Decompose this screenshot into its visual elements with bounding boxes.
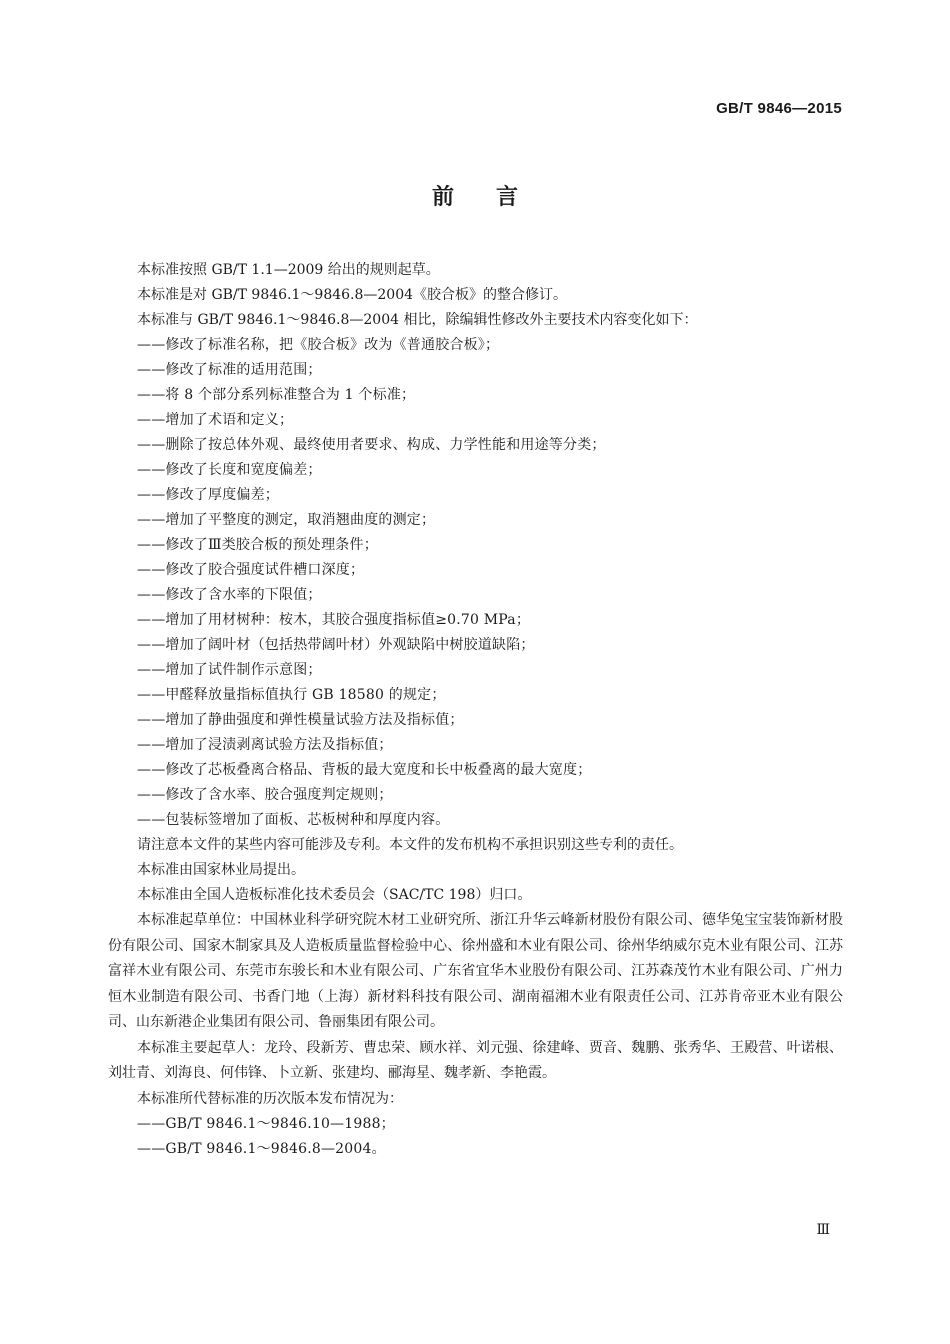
list-item: ——修改了厚度偏差； (137, 487, 279, 503)
paragraph: 本标准由国家林业局提出。 (137, 862, 305, 878)
list-item: ——删除了按总体外观、最终使用者要求、构成、力学性能和用途等分类； (137, 437, 606, 453)
list-item: ——增加了平整度的测定，取消翘曲度的测定； (137, 512, 436, 528)
standard-code: GB/T 9846—2015 (716, 100, 842, 117)
list-item: ——GB/T 9846.1～9846.8—2004。 (137, 1140, 386, 1157)
list-item: ——增加了术语和定义； (137, 412, 294, 428)
list-item: ——修改了含水率、胶合强度判定规则； (137, 787, 393, 803)
paragraph: 本标准按照 GB/T 1.1—2009 给出的规则起草。 (137, 262, 440, 278)
list-item: ——增加了用材树种：桉木，其胶合强度指标值≥0.70 MPa； (137, 612, 531, 628)
list-item: ——修改了芯板叠离合格品、背板的最大宽度和长中板叠离的最大宽度； (137, 762, 592, 778)
list-item: ——修改了胶合强度试件槽口深度； (137, 562, 365, 578)
list-item: ——将 8 个部分系列标准整合为 1 个标准； (137, 387, 416, 403)
list-item: ——修改了标准名称，把《胶合板》改为《普通胶合板》； (137, 337, 500, 353)
paragraph-drafters: 本标准主要起草人：龙玲、段新芳、曹忠荣、顾水祥、刘元强、徐建峰、贾音、魏鹏、张秀华、王殿营、叶诺根、刘壮青、刘海良、何伟锋、卜立新、张建均、郦海星、魏孝新、李艳霞。 (108, 1039, 843, 1081)
paragraph: 本标准是对 GB/T 9846.1～9846.8—2004《胶合板》的整合修订。 (137, 287, 568, 303)
list-item: ——增加了试件制作示意图； (137, 662, 322, 678)
list-item: ——包装标签增加了面板、芯板树种和厚度内容。 (137, 812, 450, 828)
paragraph: 本标准与 GB/T 9846.1～9846.8—2004 相比，除编辑性修改外主要技术内容变化如下： (137, 312, 698, 328)
list-item: ——增加了浸渍剥离试验方法及指标值； (137, 737, 393, 753)
list-item: ——修改了Ⅲ类胶合板的预处理条件； (137, 537, 378, 553)
paragraph-drafting-units: 本标准起草单位：中国林业科学研究院木材工业研究所、浙江升华云峰新材股份有限公司、德华兔宝宝装饰新材股份有限公司、国家木制家具及人造板质量监督检验中心、徐州盛和木业有限公司、徐州华纳威尔克木业有限公司、江苏富祥木业有限公司、东莞市东骏长和木业有限公司、广东省宜华木业股份有限公司、江苏森茂竹木业有限公司、广州力恒木业制造有限公司、书香门地（上海）新材料科技有限公司、湖南福湘木业有限责任公司、江苏肯帝亚木业有限公司、山东新港企业集团有限公司、鲁丽集团有限公司。 (108, 912, 843, 1030)
list-item: ——修改了长度和宽度偏差； (137, 462, 322, 478)
paragraph: 请注意本文件的某些内容可能涉及专利。本文件的发布机构不承担识别这些专利的责任。 (137, 837, 683, 853)
list-item: ——GB/T 9846.1～9846.10—1988； (137, 1115, 395, 1132)
list-item: ——增加了阔叶材（包括热带阔叶材）外观缺陷中树胶道缺陷； (137, 637, 535, 653)
page-number: Ⅲ (816, 1222, 830, 1238)
page-title: 前言 (431, 185, 560, 210)
list-item: ——修改了含水率的下限值； (137, 587, 322, 603)
list-item: ——增加了静曲强度和弹性模量试验方法及指标值； (137, 712, 464, 728)
document-body (108, 258, 843, 1162)
paragraph: 本标准所代替标准的历次版本发布情况为： (137, 1090, 403, 1107)
list-item: ——修改了标准的适用范围； (137, 362, 322, 378)
list-item: ——甲醛释放量指标值执行 GB 18580 的规定； (137, 687, 446, 703)
paragraph: 本标准由全国人造板标准化技术委员会（SAC/TC 198）归口。 (137, 887, 532, 903)
